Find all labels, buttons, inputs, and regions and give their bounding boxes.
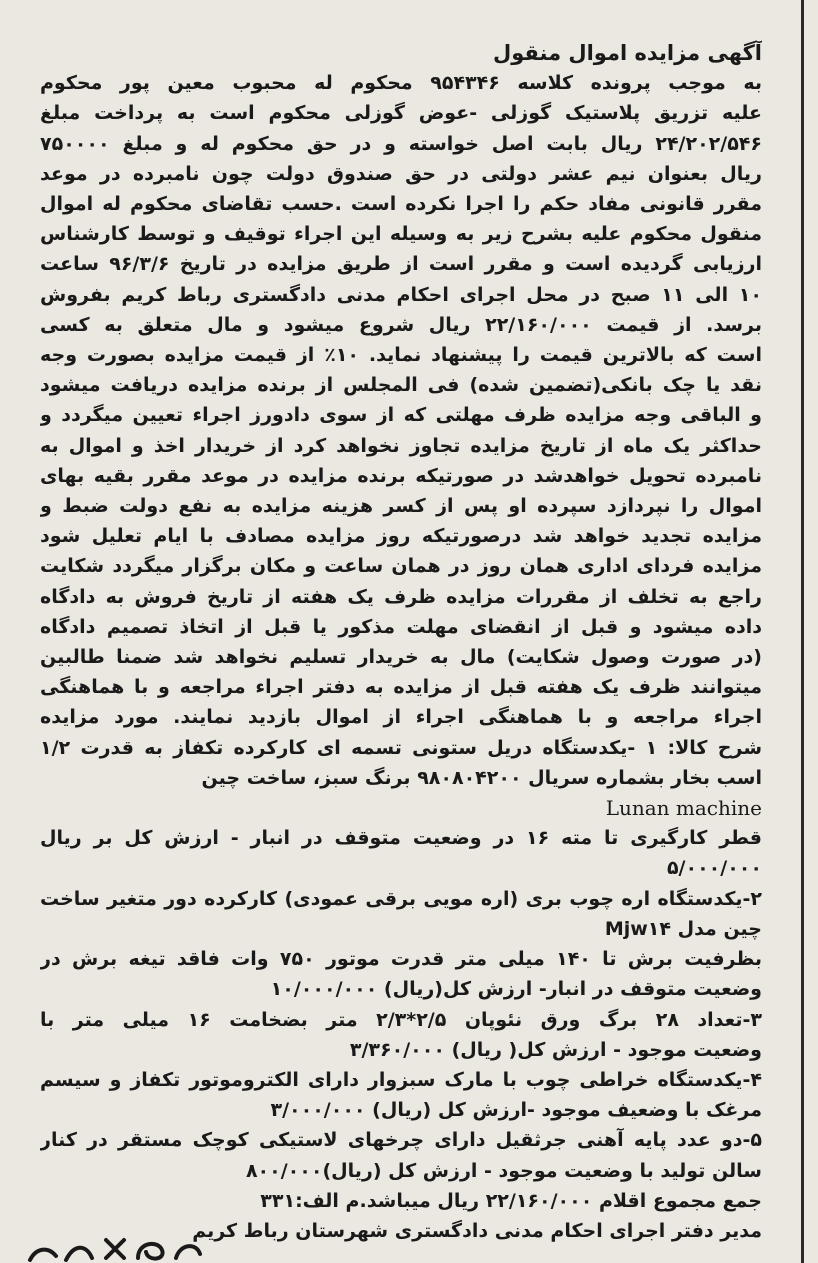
body-line: اموال را نپردازد سپرده او پس از کسر هزینه مزایده به نفع دولت ضبط و [40,495,762,518]
item-line: وضعیت متوقف در انبار- ارزش کل(ریال) ۱۰/۰۰۰/۰۰۰ [270,978,762,1001]
item-line: مرغک با وضعیف موجود -ارزش کل (ریال) ۳/۰۰۰/۰۰۰ [270,1099,762,1122]
item-line: شرح کالا: ۱ -یکدستگاه دریل ستونی تسمه ای کارکرده تکفاز به قدرت ۱/۲ [40,736,762,759]
item-line: چین مدل Mjw۱۴ [604,917,762,940]
body-line: ۲۴/۲۰۲/۵۴۶ ریال بابت اصل خواسته و در حق محکوم له و مبلغ ۷۵۰۰۰۰ [40,132,762,155]
body-line: میتوانند ظرف یک هفته قبل از مزایده به دفتر اجراء مراجعه و با هماهنگی [40,676,762,699]
body-line: حداکثر یک ماه از تاریخ مزایده تجاوز نخواهد کرد از خریدار اخذ و اموال به [40,434,762,457]
body-line: مقرر قانونی مفاد حکم را اجرا نکرده است .حسب تقاضای محکوم له اموال [40,193,762,216]
item-line: سالن تولید با وضعیت موجود - ارزش کل (ریال)۸۰۰/۰۰۰ [245,1159,762,1182]
auction-notice [40,38,762,1246]
body-line: و الباقی وجه مزایده ظرف مهلتی که از سوی دادورز اجراء تعیین میگردد و [40,404,762,427]
body-line: ارزیابی گردیده است و مقرر است از طریق مزایده در تاریخ ۹۶/۳/۶ ساعت [40,253,762,276]
body-line: (در صورت وصول شکایت) مال به خریدار تسلیم نخواهد شد ضمنا طالبین [40,646,762,669]
body-line: راجع به تخلف از مقررات مزایده ظرف یک هفته از تاریخ فروش به دادگاه [40,585,762,608]
item-line: وضعیت موجود - ارزش کل( ریال) ۳/۳۶۰/۰۰۰ [349,1038,762,1061]
column-divider [801,0,804,1263]
body-line: داده میشود و قبل از انقضای مهلت مذکور یا قبل از اتخاذ تصمیم دادگاه [40,615,762,638]
body-line: برسد. از قیمت ۲۲/۱۶۰/۰۰۰ ریال شروع میشود و مال متعلق به کسی [40,313,762,336]
body-line: علیه تزریق پلاستیک گوزلی -عوض گوزلی محکوم است به پرداخت مبلغ [40,102,762,125]
brand-name: Lunan machine [605,796,762,821]
item-line: قطر کارگیری تا مته ۱۶ در وضعیت متوقف در انبار - ارزش کل بر ریال [40,827,762,850]
body-line: ۱۰ الی ۱۱ صبح در محل اجرای احکام مدنی دادگستری رباط کریم بفروش [40,283,762,306]
body-line: است که بالاترین قیمت را پیشنهاد نماید. ۱۰٪ از قیمت مزایده بصورت وجه [40,344,762,367]
body-line: مزایده فردای اداری همان روز در همان ساعت و مکان برگزار میگردد شکایت [40,555,762,578]
body-line: منقول محکوم علیه بشرح زیر به وسیله این اجراء توقیف و توسط کارشناس [40,223,762,246]
item-value: ۵/۰۰۰/۰۰۰ [666,857,762,880]
body-line: ریال بعنوان نیم عشر دولتی در حق صندوق دولت چون نامبرده در موعد [40,162,762,185]
item-line: ۴-یکدستگاه خراطی چوب با مارک سبزوار دارای الکتروموتور تکفاز و سیسم [40,1068,762,1091]
body-line: نقد یا چک بانکی(تضمین شده) فی المجلس از برنده مزایده دریافت میشود [40,374,762,397]
item-line: بظرفیت برش تا ۱۴۰ میلی متر قدرت موتور ۷۵۰ وات فاقد تیغه برش در [40,948,762,971]
body-line: نامبرده تحویل خواهدشد در صورتیکه برنده مزایده در موعد مقرر بقیه بهای [40,464,762,487]
item-line: ۵-دو عدد پایه آهنی جرثقیل دارای چرخهای لاستیکی کوچک مستقر در کنار [40,1129,762,1152]
notice-title: آگهی مزایده اموال منقول [493,41,762,65]
body-line: به موجب پرونده کلاسه ۹۵۴۳۴۶ محکوم له محبوب معین پور محکوم [40,72,762,95]
signature-line: مدیر دفتر اجرای احکام مدنی دادگستری شهرستان رباط کریم [192,1219,762,1242]
scribble-icon [26,1222,206,1262]
item-line: ۲-یکدستگاه اره چوب بری (اره مویی برقی عمودی) کارکرده دور متغیر ساخت [40,887,762,910]
item-line: ۳-تعداد ۲۸ برگ ورق نئوپان ۲/۵*۲/۳ متر بضخامت ۱۶ میلی متر با [40,1008,762,1031]
item-line: اسب بخار بشماره سریال ۹۸۰۸۰۴۲۰۰ برنگ سبز، ساخت چین [201,766,762,789]
body-line: مزایده تجدید خواهد شد درصورتیکه روز مزایده مصادف با ایام تعلیل شود [40,525,762,548]
total-line: جمع مجموع اقلام ۲۲/۱۶۰/۰۰۰ ریال میباشد.م الف:۳۳۱ [260,1189,762,1212]
body-line: اجراء مراجعه و با هماهنگی اجراء از اموال بازدید نمایند. مورد مزایده [40,706,762,729]
